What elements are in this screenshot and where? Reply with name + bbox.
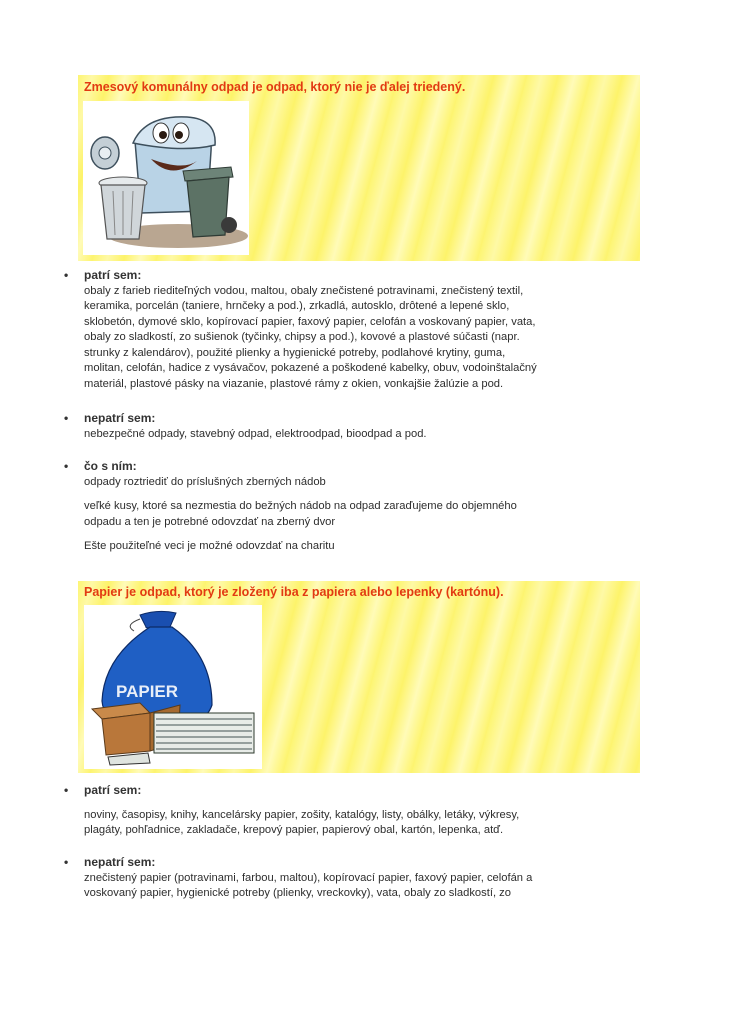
text-paragraph: odpadu a ten je potrebné odovzdať na zberný dvor xyxy=(84,515,336,528)
text-line: materiál, plastové pásky na viazanie, plastové rámy z okien, vonkajšie žalúzie a pod. xyxy=(84,377,504,390)
text-line: nebezpečné odpady, stavebný odpad, elektroodpad, bioodpad a pod. xyxy=(84,427,427,440)
not-belongs-list xyxy=(62,871,662,902)
text-line: voskovaný papier, hygienické potreby (plienky, vreckovky), vata, obaly zo sladkostí, zo xyxy=(84,887,511,899)
mixed-waste-banner xyxy=(78,75,640,261)
text-line: strunky z kalendárov), použité plienky a hygienické potreby, podlahové krytiny, guma, xyxy=(84,346,506,359)
mixed-waste-not-belongs xyxy=(62,411,662,442)
belongs-list xyxy=(62,284,662,393)
mixed-waste-belongs xyxy=(62,268,662,392)
paper-banner xyxy=(78,581,640,773)
bag-label: PAPIER xyxy=(116,682,179,701)
mixed-waste-bins-illustration xyxy=(83,101,249,255)
text-line: plagáty, pohľadnice, zakladače, krepový papier, papierový obal, kartón, lepenka, atď. xyxy=(84,824,504,836)
text-paragraph: Ešte použiteľné veci je možné odovzdať na charitu xyxy=(84,540,335,552)
text-line: obaly z farieb riediteľných vodou, maltou, obaly znečistené potravinami, znečistený textil, xyxy=(84,284,524,297)
mixed-waste-what-to-do xyxy=(62,459,662,555)
paper-not-belongs xyxy=(62,855,662,902)
trash-bins-icon xyxy=(83,101,249,255)
text-line: keramika, porcelán (taniere, hrnčeky a pod.), zrkadlá, autosklo, drôtené a lepené sklo, xyxy=(84,300,510,312)
belongs-list xyxy=(62,808,662,839)
text-line: molitan, celofán, hadice z vysávačov, pokazené a poškodené kabelky, obuv, vodoinštalačný xyxy=(84,362,537,374)
paper-title: Papier je odpad, ktorý je zložený iba z papiera alebo lepenky (kartónu). xyxy=(84,585,504,599)
paper-belongs xyxy=(62,783,662,839)
text-line: noviny, časopisy, knihy, kancelársky papier, zošity, katalógy, listy, obálky, letáky, výkresy, xyxy=(84,808,520,821)
what-to-do-heading: • čo s ním: xyxy=(62,459,662,475)
text-paragraph: odpady roztriediť do príslušných zberných nádob xyxy=(84,475,326,488)
text-line: obaly zo sladkostí, zo sušienok (tyčinky, chipsy a pod.), kovové a plastové súčasti (napr. xyxy=(84,331,520,343)
not-belongs-heading: • nepatrí sem: xyxy=(62,411,662,427)
mixed-waste-title: Zmesový komunálny odpad je odpad, ktorý nie je ďalej triedený. xyxy=(84,80,466,94)
text-line: sklobetón, dymové sklo, kopírovací papier, faxový papier, celofán a voskovaný papier, vata, xyxy=(84,315,536,328)
belongs-heading: • patrí sem: xyxy=(62,783,662,799)
belongs-heading: • patrí sem: xyxy=(62,268,662,284)
paper-bag-illustration xyxy=(84,605,262,769)
paper-bag-icon xyxy=(84,605,262,769)
text-line: znečistený papier (potravinami, farbou, maltou), kopírovací papier, faxový papier, celofán a xyxy=(84,871,533,884)
text-paragraph: veľké kusy, ktoré sa nezmestia do bežných nádob na odpad zaraďujeme do objemného xyxy=(84,500,517,512)
not-belongs-heading: • nepatrí sem: xyxy=(62,855,662,871)
